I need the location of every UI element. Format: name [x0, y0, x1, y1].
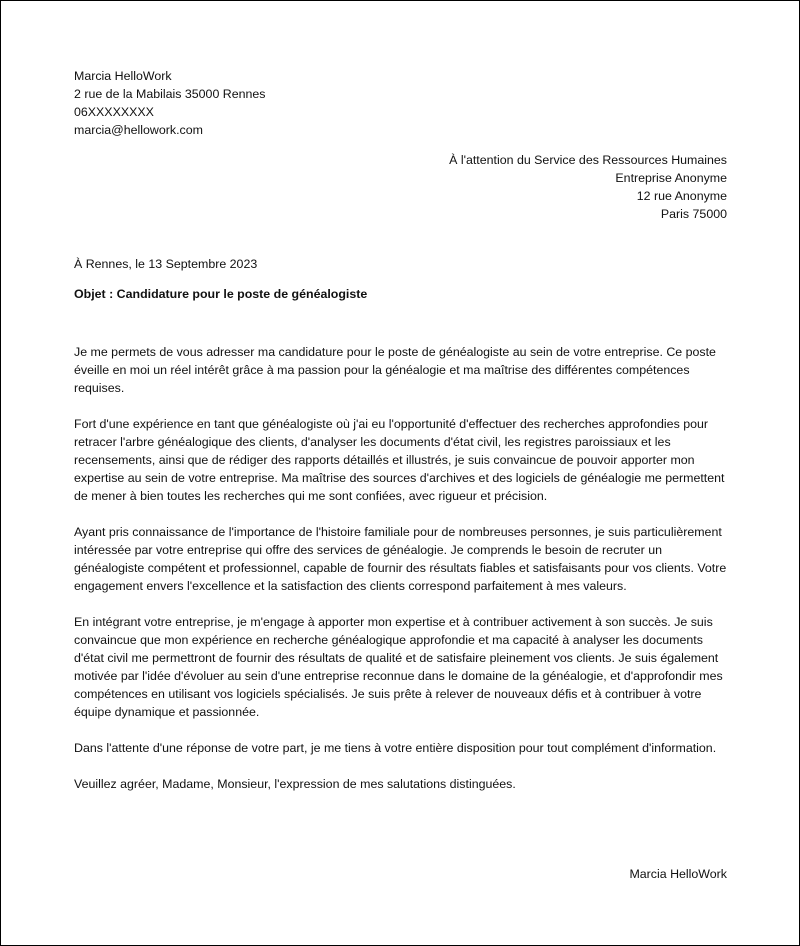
recipient-block	[449, 151, 727, 223]
signature: Marcia HelloWork	[629, 867, 727, 881]
letter-body	[74, 343, 734, 811]
recipient-street: 12 rue Anonyme	[636, 189, 727, 203]
sender-name: Marcia HelloWork	[74, 69, 172, 83]
subject-line: Objet : Candidature pour le poste de généalogiste	[74, 287, 368, 301]
paragraph-closing: Veuillez agréer, Madame, Monsieur, l'expression de mes salutations distinguées.	[74, 777, 516, 791]
recipient-attention: À l'attention du Service des Ressources Humaines	[449, 153, 727, 167]
recipient-company: Entreprise Anonyme	[615, 171, 727, 185]
sender-address: 2 rue de la Mabilais 35000 Rennes	[74, 87, 266, 101]
sender-email: marcia@hellowork.com	[74, 123, 203, 137]
paragraph-intro: Je me permets de vous adresser ma candidature pour le poste de généalogiste au sein de votre entreprise. Ce poste éveille en moi un réel intérêt grâce à ma passion pour la généalogie et ma maîtrise des différentes compétences requises.	[74, 345, 716, 395]
paragraph-availability: Dans l'attente d'une réponse de votre part, je me tiens à votre entière disposition pour tout complément d'information.	[74, 741, 717, 755]
paragraph-motivation: Ayant pris connaissance de l'importance de l'histoire familiale pour de nombreuses personnes, je suis particulièrement intéressée par votre entreprise qui offre des services de généalogie. Je comprends le besoin de recruter un généalogiste compétent et professionnel, capable de fournir des résultats fiables et satisfaisants pour vos clients. Votre engagement envers l'excellence et la satisfaction des clients correspond parfaitement à mes valeurs.	[74, 525, 727, 593]
paragraph-commitment: En intégrant votre entreprise, je m'engage à apporter mon expertise et à contribuer activement à son succès. Je suis convaincue que mon expérience en recherche généalogique approfondie et ma capacité à analyser les documents d'état civil me permettront de fournir des résultats de qualité et de satisfaire pleinement vos clients. Je suis également motivée par l'idée d'évoluer au sein d'une entreprise reconnue dans le domaine de la généalogie, et d'approfondir mes compétences en utilisant vos logiciels spécialisés. Je suis prête à relever de nouveaux défis et à contribuer à votre équipe dynamique et passionnée.	[74, 615, 723, 719]
recipient-city: Paris 75000	[660, 207, 727, 221]
sender-block	[74, 67, 266, 139]
paragraph-experience: Fort d'une expérience en tant que généalogiste où j'ai eu l'opportunité d'effectuer des recherches approfondies pour retracer l'arbre généalogique des clients, d'analyser les documents d'état civil, les registres paroissiaux et les recensements, ainsi que de rédiger des rapports détaillés et illustrés, je suis convaincue de pouvoir apporter mon expertise au sein de votre entreprise. Ma maîtrise des sources d'archives et des logiciels de généalogie me permettent de mener à bien toutes les recherches qui me sont confiées, avec rigueur et précision.	[74, 417, 725, 503]
sender-phone: 06XXXXXXXX	[74, 105, 154, 119]
date-line: À Rennes, le 13 Septembre 2023	[74, 257, 258, 271]
